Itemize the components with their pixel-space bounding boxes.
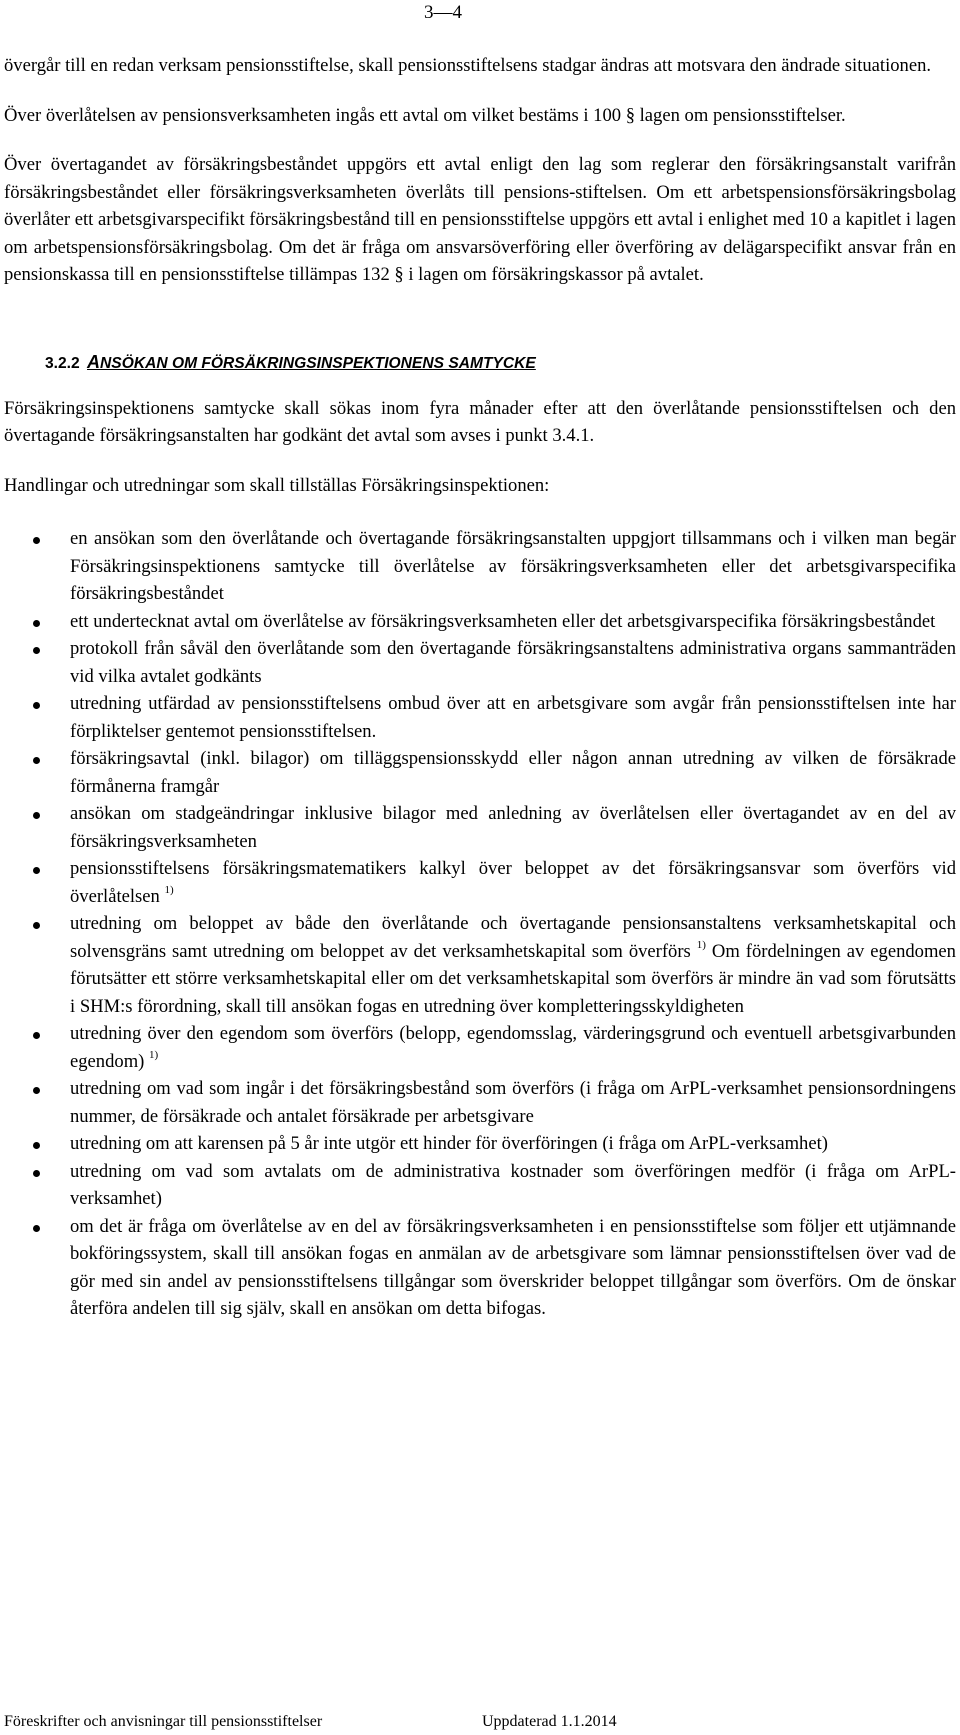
footnote-ref: 1) <box>696 938 706 951</box>
bullet-icon <box>33 757 40 764</box>
section-title: ANSÖKAN OM FÖRSÄKRINGSINSPEKTIONENS SAMTYCKE <box>87 351 536 372</box>
document-list <box>4 525 956 1323</box>
footer-updated-date: Uppdaterad 1.1.2014 <box>482 1713 617 1730</box>
list-item: pensionsstiftelsens försäkringsmatematikers kalkyl över beloppet av det försäkringsansvar som överförs vid överlåtelsen $^{1)}$ <box>4 855 956 910</box>
bullet-icon <box>33 922 40 929</box>
bullet-icon <box>33 1142 40 1149</box>
page-number: 3—4 <box>424 2 462 23</box>
list-item: ett undertecknat avtal om överlåtelse av försäkringsverksamheten eller det arbetsgivarspecifika försäkringsbeståndet <box>4 608 956 636</box>
bullet-icon <box>33 647 40 654</box>
bullet-icon <box>33 537 40 544</box>
list-item: utredning om vad som ingår i det försäkringsbestånd som överförs (i fråga om ArPL-verksamhet pensionsordningens nummer, de försäkrade och antalet försäkrade per arbetsgivare <box>4 1075 956 1130</box>
footer-title: Föreskrifter och anvisningar till pensionsstiftelser <box>4 1713 323 1730</box>
paragraph-2: Över överlåtelsen av pensionsverksamheten ingås ett avtal om vilket bestäms i 100 § lagen om pensionsstiftelser. <box>4 104 846 126</box>
paragraph-4: Försäkringsinspektionens samtycke skall sökas inom fyra månader efter att den överlåtande pensionsstiftelsen och den övertagande försäkringsanstalten har godkänt det avtal som avses i punkt 3.4.1. <box>4 397 956 446</box>
bullet-icon <box>33 867 40 874</box>
list-item: försäkringsavtal (inkl. bilagor) om tilläggspensionsskydd eller någon annan utredning av vilken de försäkrade förmånerna framgår <box>4 745 956 800</box>
bullet-icon <box>33 1225 40 1232</box>
bullet-icon <box>33 812 40 819</box>
document-body <box>4 52 956 1323</box>
bullet-icon <box>33 1087 40 1094</box>
bullet-icon <box>33 1032 40 1039</box>
list-item: utredning om beloppet av både den överlåtande och övertagande pensionsanstaltens verksamhetskapital och solvensgräns samt utredning om beloppet av det verksamhetskapital som överförs $^{1)}$ Om fördelningen av egendomen förutsätter ett större verksamhetskapital eller om det verksamhetskapital som överförs är mindre än vad som förutsätts i SHM:s förordning, skall till ansökan fogas en utredning över kompletteringsskyldigheten <box>4 910 956 1020</box>
bullet-icon <box>33 620 40 627</box>
paragraph-5: Handlingar och utredningar som skall tillställas Försäkringsinspektionen: <box>4 474 550 496</box>
bullet-icon <box>33 1170 40 1177</box>
footnote-ref: 1) <box>164 883 174 896</box>
paragraph-3: Över övertagandet av försäkringsbeståndet uppgörs ett avtal enligt den lag som reglerar den försäkringsanstalt varifrån försäkringsbeståndet eller försäkringsverksamheten överlåts till pensions-stiftelsen. Om ett arbetspensionsförsäkringsbolag överlåter ett arbetsgivarspecifikt försäkringsbestånd till en pensionsstiftelse uppgörs ett avtal i enlighet med 10 a kapitlet i lagen om arbetspensionsförsäkringsbolag. Om det är fråga om ansvarsöverföring eller överföring av delägarspecifikt ansvar från en pensionskassa till en pensionsstiftelse tillämpas 132 § i lagen om försäkringskassor på avtalet. <box>4 154 956 285</box>
list-item: ansökan om stadgeändringar inklusive bilagor med anledning av överlåtelsen eller övertagandet av en del av försäkringsverksamheten <box>4 800 956 855</box>
list-item: protokoll från såväl den överlåtande som den övertagande försäkringsanstaltens administrativa organs sammanträden vid vilka avtalet godkänts <box>4 635 956 690</box>
footnote-ref: 1) <box>149 1048 159 1061</box>
list-item: utredning om att karensen på 5 år inte utgör ett hinder för överföringen (i fråga om ArPL-verksamhet) <box>4 1130 956 1158</box>
bullet-icon <box>33 702 40 709</box>
list-item: en ansökan som den överlåtande och övertagande försäkringsanstalten uppgjort tillsammans och i vilken man begär Försäkringsinspektionens samtycke till överlåtelse av försäkringsverksamheten eller det arbetsgivarspecifika försäkringsbeståndet <box>4 525 956 608</box>
section-number: 3.2.2 <box>45 354 80 372</box>
paragraph-1: övergår till en redan verksam pensionsstiftelse, skall pensionsstiftelsens stadgar ändras att motsvara den ändrade situationen. <box>4 55 932 76</box>
section-heading <box>4 351 956 375</box>
list-item: utredning utfärdad av pensionsstiftelsens ombud över att en arbetsgivare som avgår från pensionsstiftelsen inte har förpliktelser gentemot pensionsstiftelsen. <box>4 690 956 745</box>
list-item: utredning över den egendom som överförs (belopp, egendomsslag, värderingsgrund och eventuell arbetsgivarbunden egendom) $^{1)}$ <box>4 1020 956 1075</box>
list-item: utredning om vad som avtalats om de administrativa kostnader som överföringen medför (i fråga om ArPL-verksamhet) <box>4 1158 956 1213</box>
list-item: om det är fråga om överlåtelse av en del av försäkringsverksamheten i en pensionsstiftelse som följer ett utjämnande bokföringssystem, skall till ansökan fogas en anmälan av de arbetsgivare som lämnar pensionsstiftelsen över vad de gör med sin andel av pensionsstiftelsens tillgångar som överskrider beloppet tillgångar som överförs. Om de önskar återföra andelen till sig själv, skall en ansökan om detta bifogas. <box>4 1213 956 1323</box>
